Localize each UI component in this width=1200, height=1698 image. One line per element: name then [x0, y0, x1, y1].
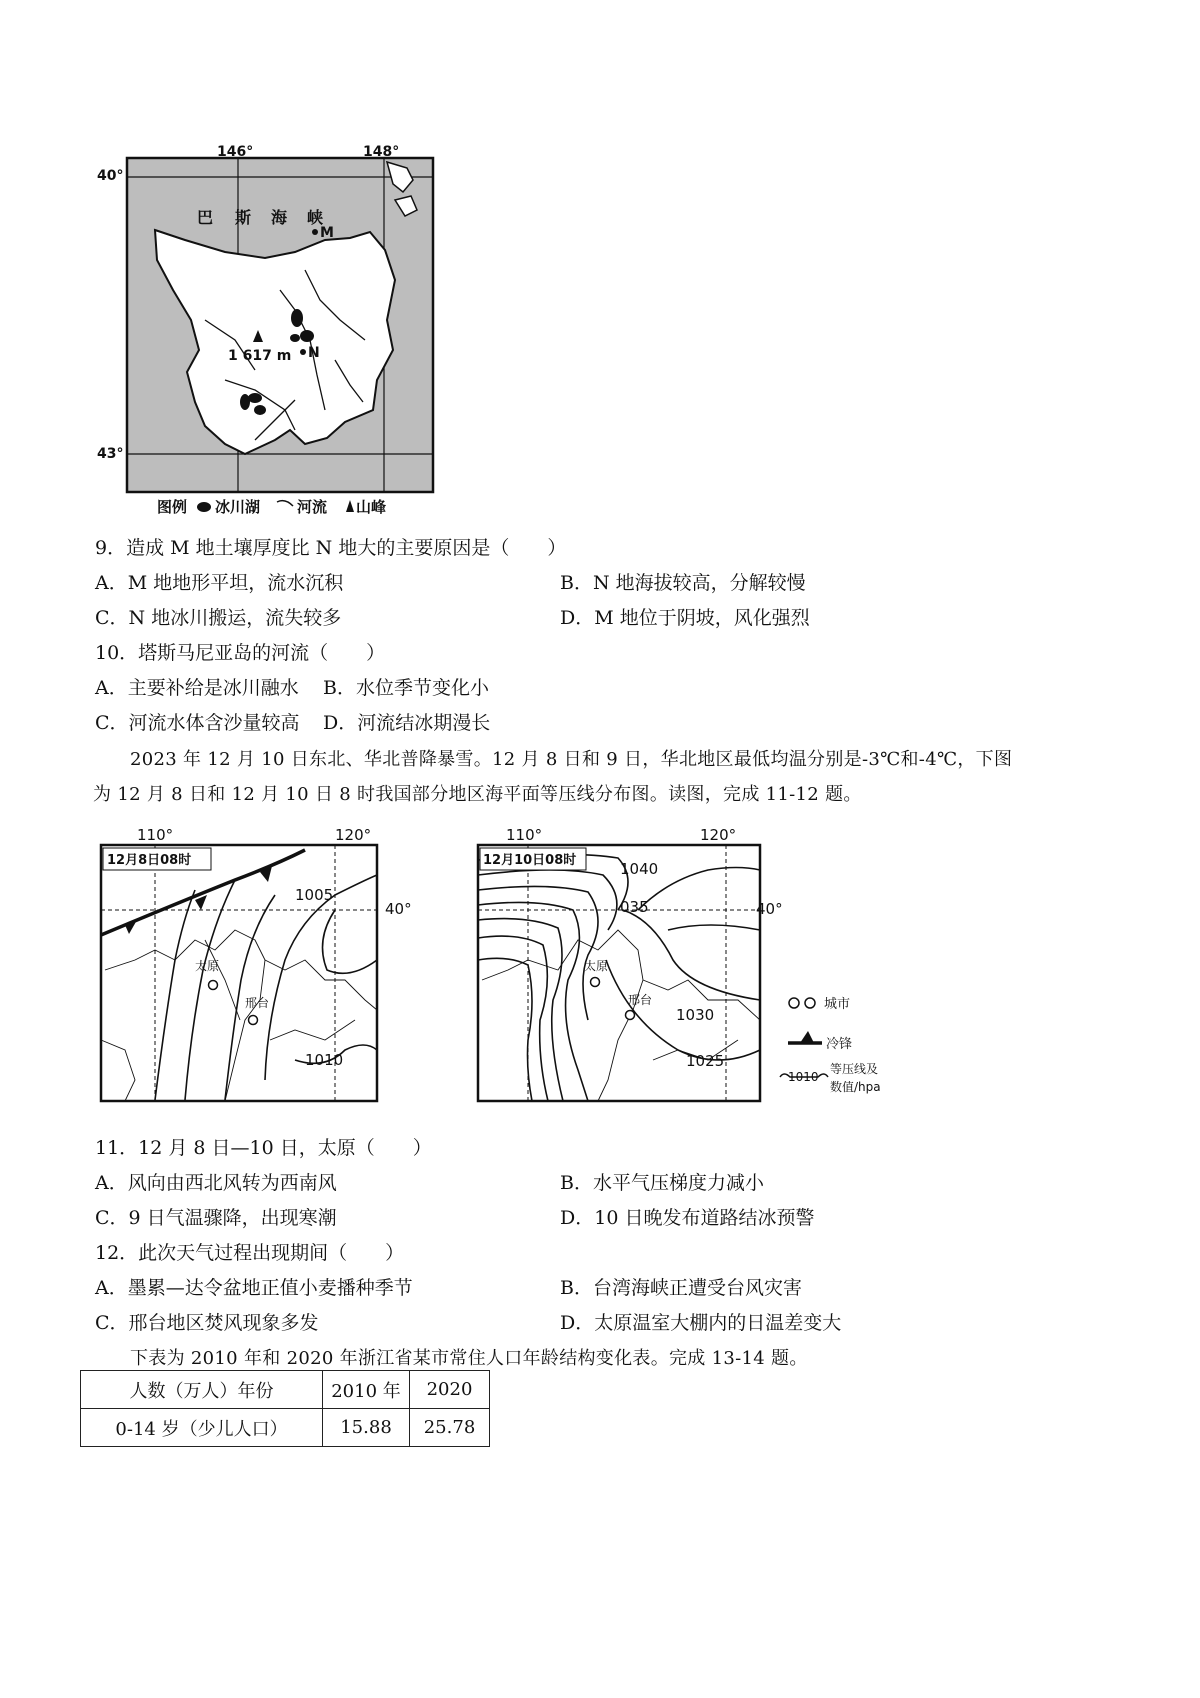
legend-river: 河流	[297, 498, 328, 516]
river-icon	[277, 501, 293, 506]
q12-option-b[interactable]: B．台湾海峡正遭受台风灾害	[560, 1277, 802, 1299]
q10-option-d[interactable]: D．河流结冰期漫长	[323, 712, 491, 734]
isobar-map-dec8	[95, 820, 425, 1120]
isobar-1005: 1005	[295, 886, 334, 904]
strait-char-3: 海	[271, 208, 288, 227]
legend-iso-value: 1010	[788, 1070, 819, 1084]
lat-label: 40°	[756, 900, 783, 918]
tasmania-map	[95, 140, 465, 530]
lon-right-label: 148°	[363, 144, 400, 160]
city-taiyuan-label: 太原	[195, 959, 220, 973]
strait-char-4: 峡	[307, 208, 324, 227]
city-taiyuan	[591, 978, 600, 987]
q11-option-a[interactable]: A．风向由西北风转为西南风	[95, 1172, 337, 1194]
point-n-label: N	[308, 345, 320, 361]
intro-line-2: 为 12 月 8 日和 12 月 10 日 8 时我国部分地区海平面等压线分布图。读图，完成 11-12 题。	[93, 784, 862, 805]
q9-option-b[interactable]: B．N 地海拔较高，分解较慢	[560, 572, 806, 594]
peak-legend-icon	[346, 500, 354, 512]
q10-option-b[interactable]: B．水位季节变化小	[323, 677, 489, 699]
city-xingtai-label: 邢台	[628, 993, 653, 1007]
q11-option-c[interactable]: C．9 日气温骤降，出现寒潮	[95, 1207, 337, 1229]
table-header-row	[81, 1371, 490, 1409]
lon-left-label: 110°	[506, 826, 543, 844]
strait-char-2: 斯	[235, 208, 252, 227]
q9-option-d[interactable]: D．M 地位于阴坡，风化强烈	[560, 607, 810, 629]
city-icon	[789, 998, 799, 1008]
q11-option-d[interactable]: D．10 日晚发布道路结冰预警	[560, 1207, 815, 1229]
legend-city: 城市	[824, 997, 851, 1012]
lon-left-label: 146°	[217, 144, 254, 160]
strait-char-1: 巴	[197, 208, 214, 227]
weather-legend	[778, 985, 918, 1105]
q11-title: 11．12 月 8 日—10 日，太原（ ）	[95, 1137, 432, 1159]
intro-line-1: 2023 年 12 月 10 日东北、华北普降暴雪。12 月 8 日和 9 日，华北地区最低均温分别是-3℃和-4℃，下图	[130, 749, 1013, 770]
peak-label: 1 617 m	[228, 348, 292, 364]
point-n	[300, 349, 306, 355]
q9-title: 9．造成 M 地土壤厚度比 N 地大的主要原因是（ ）	[95, 537, 567, 559]
legend-peak: 山峰	[356, 498, 387, 516]
isobar-map-dec10	[468, 820, 798, 1120]
isobar-035: 035	[620, 898, 649, 916]
q10-option-a[interactable]: A．主要补给是冰川融水	[95, 677, 299, 699]
date-label: 12月10日08时	[483, 853, 577, 868]
table-header-cell: 2010 年	[323, 1371, 410, 1409]
city-xingtai	[249, 1016, 258, 1025]
q12-title: 12．此次天气过程出现期间（ ）	[95, 1242, 405, 1264]
table-cell: 0-14 岁（少儿人口）	[81, 1409, 323, 1447]
city-xingtai-label: 邢台	[245, 996, 270, 1010]
population-table	[80, 1370, 490, 1447]
lat-label: 40°	[385, 900, 412, 918]
q10-option-c[interactable]: C．河流水体含沙量较高	[95, 712, 300, 734]
city-taiyuan-label: 太原	[584, 959, 609, 973]
table-header-cell: 2020	[410, 1371, 490, 1409]
isobar-1025: 1025	[686, 1052, 725, 1070]
lat-bottom-label: 43°	[97, 446, 124, 462]
lon-right-label: 120°	[335, 826, 372, 844]
lon-left-label: 110°	[137, 826, 174, 844]
table-header-cell: 人数（万人）年份	[81, 1371, 323, 1409]
legend-lake: 冰川湖	[215, 498, 261, 516]
city-taiyuan	[209, 981, 218, 990]
intro-table: 下表为 2010 年和 2020 年浙江省某市常住人口年龄结构变化表。完成 13-14 题。	[130, 1348, 808, 1369]
q11-option-b[interactable]: B．水平气压梯度力减小	[560, 1172, 764, 1194]
lon-right-label: 120°	[700, 826, 737, 844]
point-m-label: M	[320, 225, 334, 241]
city-xingtai	[626, 1011, 635, 1020]
q12-option-c[interactable]: C．邢台地区焚风现象多发	[95, 1312, 319, 1334]
isobar-1040: 1040	[620, 860, 659, 878]
lat-top-label: 40°	[97, 168, 124, 184]
table-cell: 25.78	[410, 1409, 490, 1447]
legend-iso-label1: 等压线及	[830, 1062, 879, 1076]
legend-title: 图例	[157, 498, 188, 516]
q9-option-a[interactable]: A．M 地地形平坦，流水沉积	[95, 572, 344, 594]
q10-title: 10．塔斯马尼亚岛的河流（ ）	[95, 642, 386, 664]
q9-option-c[interactable]: C．N 地冰川搬运，流失较多	[95, 607, 342, 629]
table-row	[81, 1409, 490, 1447]
date-label: 12月8日08时	[107, 853, 192, 868]
table-cell: 15.88	[323, 1409, 410, 1447]
glacial-lake-icon	[197, 502, 211, 512]
q12-option-d[interactable]: D．太原温室大棚内的日温差变大	[560, 1312, 842, 1334]
point-m	[312, 229, 318, 235]
isobar-1010: 1010	[305, 1051, 344, 1069]
isobar-1030: 1030	[676, 1006, 715, 1024]
legend-front: 冷锋	[826, 1037, 853, 1052]
q12-option-a[interactable]: A．墨累—达令盆地正值小麦播种季节	[95, 1277, 413, 1299]
legend-iso-label2: 数值/hpa	[830, 1080, 881, 1094]
